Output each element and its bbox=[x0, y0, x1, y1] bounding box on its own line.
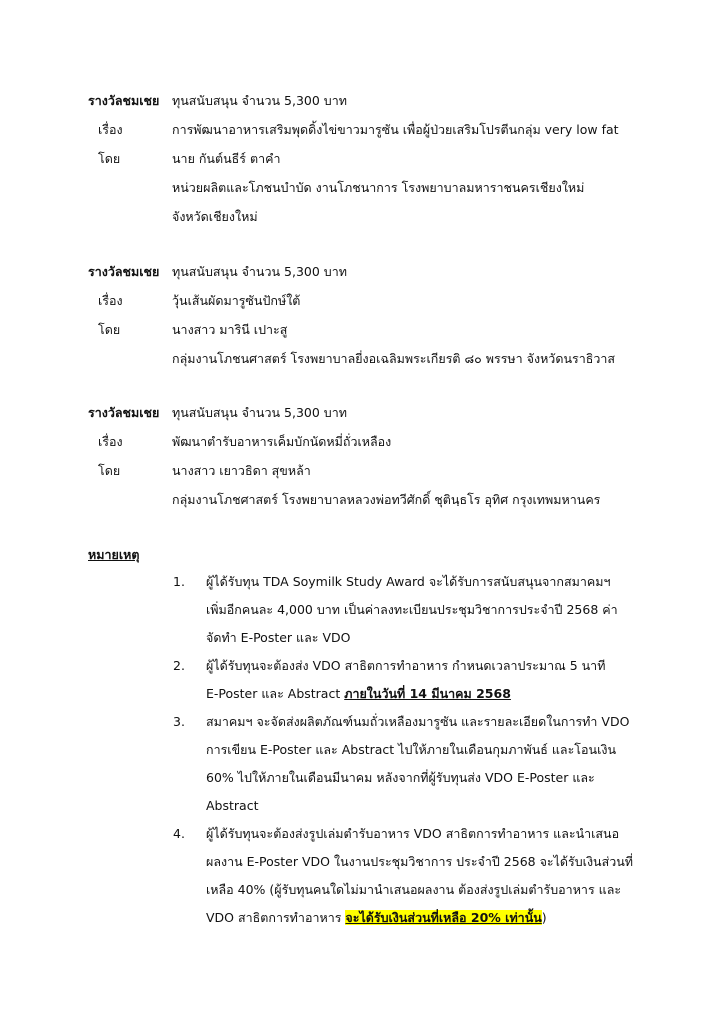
note-2-number: 2. bbox=[173, 658, 185, 673]
note-3-number: 3. bbox=[173, 714, 185, 729]
award-3-subject-label: เรื่อง bbox=[98, 434, 123, 449]
award-2-by-label: โดย bbox=[98, 322, 121, 337]
note-2-line bbox=[206, 685, 511, 703]
award-1-affiliation: หน่วยผลิตและโภชนบำบัด งานโภชนาการ โรงพยาบาลมหาราชนครเชียงใหม่ bbox=[172, 180, 585, 195]
award-3-by-label: โดย bbox=[98, 463, 121, 478]
note-2-plain-text: E-Poster และ Abstract bbox=[206, 686, 345, 701]
award-2-subject: วุ้นเส้นผัดมารูซันปักษ์ใต้ bbox=[172, 293, 301, 308]
note-4-line: ผลงาน E-Poster VDO ในงานประชุมวิชาการ ประจำปี 2568 จะได้รับเงินส่วนที่ bbox=[206, 854, 634, 869]
note-1-line: จัดทำ E-Poster และ VDO bbox=[206, 630, 351, 645]
award-1-affiliation: จังหวัดเชียงใหม่ bbox=[172, 209, 258, 224]
note-2-line: ผู้ได้รับทุนจะต้องส่ง VDO สาธิตการทำอาหาร กำหนดเวลาประมาณ 5 นาที bbox=[206, 658, 606, 673]
note-3-line: สมาคมฯ จะจัดส่งผลิตภัณฑ์นมถั่วเหลืองมารูซัน และรายละเอียดในการทำ VDO bbox=[206, 714, 630, 729]
award-3-label: รางวัลชมเชย bbox=[88, 405, 160, 420]
award-3-person: นางสาว เยาวธิดา สุขหล้า bbox=[172, 463, 311, 478]
award-2-grant: ทุนสนับสนุน จำนวน 5,300 บาท bbox=[172, 264, 347, 279]
note-4-line: เหลือ 40% (ผู้รับทุนคนใดไม่มานำเสนอผลงาน ต้องส่งรูปเล่มตำรับอาหาร และ bbox=[206, 882, 622, 897]
award-1-subject: การพัฒนาอาหารเสริมพุดดิ้งไข่ขาวมารูซัน เพื่อผู้ป่วยเสริมโปรตีนกลุ่ม very low fat bbox=[172, 122, 619, 137]
award-1-label: รางวัลชมเชย bbox=[88, 93, 160, 108]
award-1-grant: ทุนสนับสนุน จำนวน 5,300 บาท bbox=[172, 93, 347, 108]
award-3-affiliation: กลุ่มงานโภชศาสตร์ โรงพยาบาลหลวงพ่อทวีศักดิ์ ชุตินฺธโร อุทิศ กรุงเทพมหานคร bbox=[172, 492, 601, 507]
award-3-subject: พัฒนาตำรับอาหารเค็มบักนัดหมี่ถั่วเหลือง bbox=[172, 434, 392, 449]
award-2-subject-label: เรื่อง bbox=[98, 293, 123, 308]
award-2-affiliation: กลุ่มงานโภชนศาสตร์ โรงพยาบาลยี่งอเฉลิมพระเกียรติ ๘๐ พรรษา จังหวัดนราธิวาส bbox=[172, 351, 616, 366]
note-1-line: เพิ่มอีกคนละ 4,000 บาท เป็นค่าลงทะเบียนประชุมวิชาการประจำปี 2568 ค่า bbox=[206, 602, 618, 617]
note-3-line: การเขียน E-Poster และ Abstract ไปให้ภายในเดือนกุมภาพันธ์ และโอนเงิน bbox=[206, 742, 616, 757]
note-4-highlight: จะได้รับเงินส่วนที่เหลือ 20% เท่านั้น bbox=[345, 910, 542, 925]
note-4-line: ผู้ได้รับทุนจะต้องส่งรูปเล่มตำรับอาหาร VDO สาธิตการทำอาหาร และนำเสนอ bbox=[206, 826, 620, 841]
note-3-line: Abstract bbox=[206, 798, 259, 813]
note-1-number: 1. bbox=[173, 574, 185, 589]
note-4-close-paren: ) bbox=[541, 910, 547, 925]
note-3-line: 60% ไปให้ภายในเดือนมีนาคม หลังจากที่ผู้รับทุนส่ง VDO E-Poster และ bbox=[206, 770, 595, 785]
award-1-by-label: โดย bbox=[98, 151, 121, 166]
award-2-label: รางวัลชมเชย bbox=[88, 264, 160, 279]
award-2-person: นางสาว มารินี เปาะสู bbox=[172, 322, 288, 337]
note-4-plain-text: VDO สาธิตการทำอาหาร bbox=[206, 910, 346, 925]
award-1-person: นาย กันต์นธีร์ ตาคำ bbox=[172, 151, 281, 166]
award-1-subject-label: เรื่อง bbox=[98, 122, 123, 137]
note-4-line bbox=[206, 909, 547, 927]
award-3-grant: ทุนสนับสนุน จำนวน 5,300 บาท bbox=[172, 405, 347, 420]
notes-heading: หมายเหตุ bbox=[88, 547, 140, 562]
note-1-line: ผู้ได้รับทุน TDA Soymilk Study Award จะได้รับการสนับสนุนจากสมาคมฯ bbox=[206, 574, 611, 589]
note-2-deadline: ภายในวันที่ 14 มีนาคม 2568 bbox=[344, 686, 511, 701]
note-4-number: 4. bbox=[173, 826, 185, 841]
